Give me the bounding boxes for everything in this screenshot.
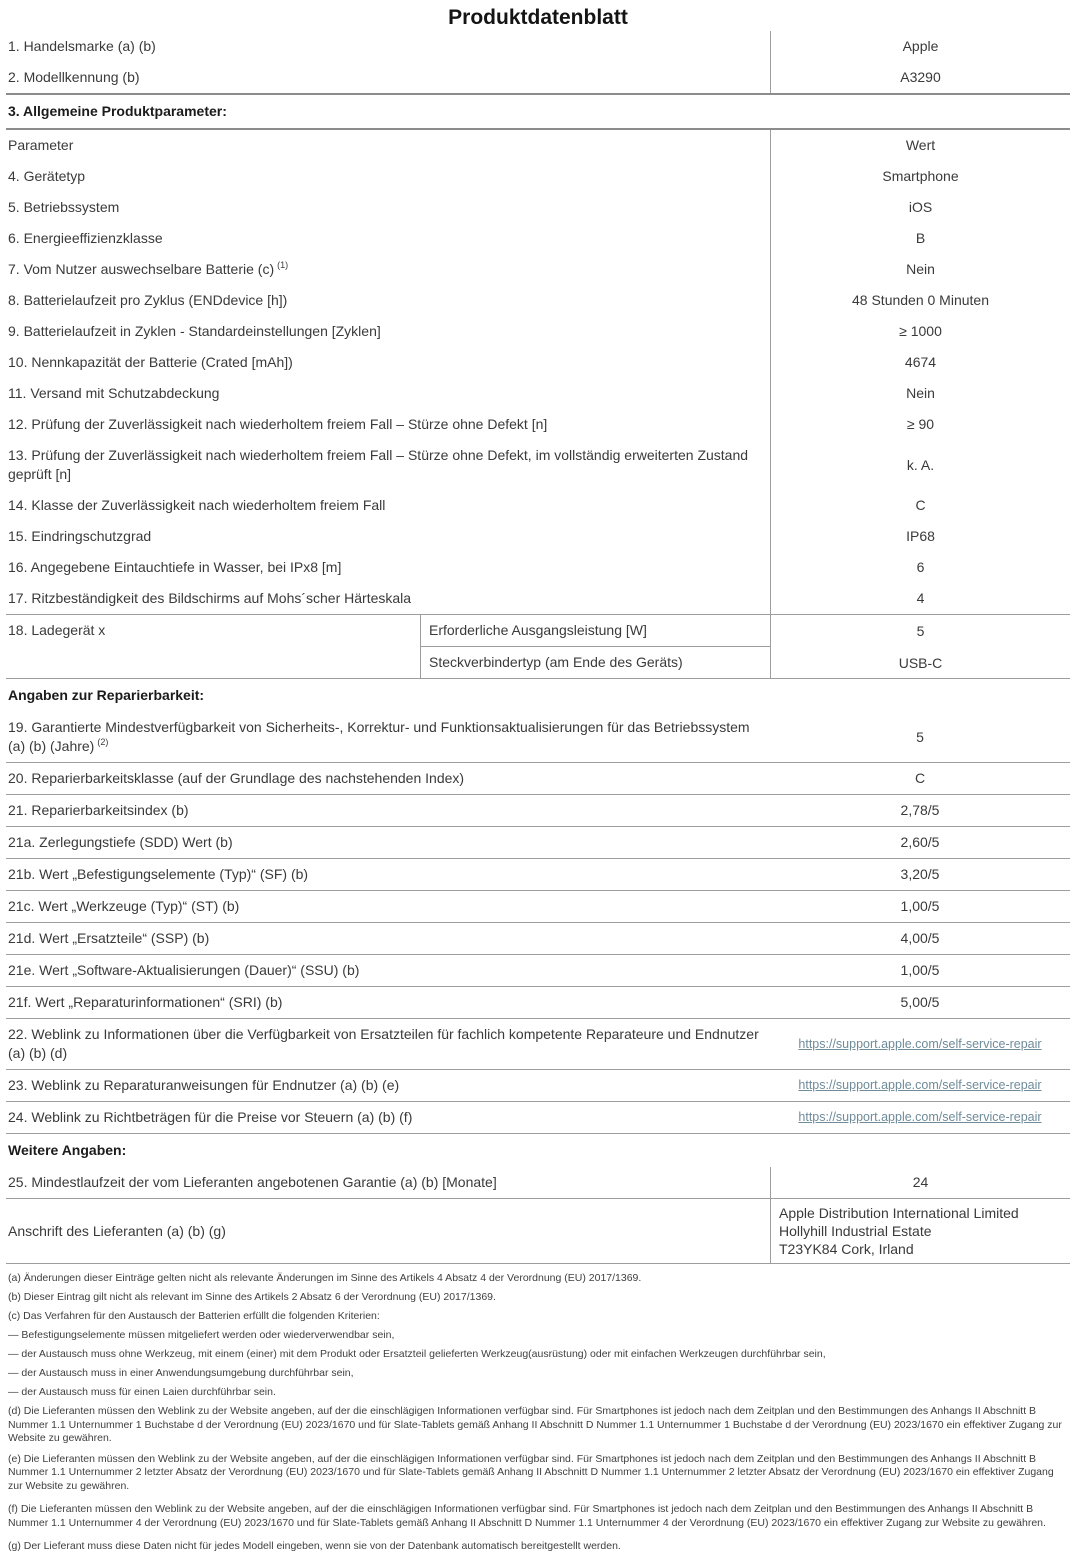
charger-row (6, 614, 1070, 679)
charger-sub-value: 5 (770, 615, 1070, 647)
table-row: 11. Versand mit Schutzabdeckung Nein (6, 378, 1070, 409)
table-row: 21f. Wert „Reparaturinformationen“ (SRI) (b) 5,00/5 (6, 987, 1070, 1019)
table-row-model (6, 62, 1070, 93)
table-row: 21e. Wert „Software-Aktualisierungen (Dauer)“ (SSU) (b) 1,00/5 (6, 955, 1070, 987)
footnote-f: (f) Die Lieferanten müssen den Weblink zu der Website angeben, auf der die einschlägigen Informationen verfügbar sind. Für Smartphones ist jedoch nach dem Zeitplan und den Bestimmungen des Anhangs II Abschnitt B Nummer 1.1 Unternummer 4 der Verordnung (EU) 2023/1670 und für Slate-Tablets gemäß Anhang II Abschnitt D Nummer 1.1 Unternummer 4 der Verordnung (EU) 2023/1670 ein effektiver Zugang zur Website zu gewähren. (8, 1503, 1046, 1529)
row-value: A3290 (770, 62, 1070, 93)
table-row: 20. Reparierbarkeitsklasse (auf der Grundlage des nachstehenden Index) C (6, 763, 1070, 795)
repairability-table (6, 712, 1070, 1134)
table-row: 6. Energieeffizienzklasse B (6, 223, 1070, 254)
footnote-c-item: — der Austausch muss ohne Werkzeug, mit einem (einer) mit dem Produkt oder Ersatzteil gelieferten Werkzeug(ausrüstung) oder mit einfachen Werkzeugen durchführbar sein, (8, 1348, 826, 1360)
page-title: Produktdatenblatt (448, 6, 628, 29)
row-label: 18. Ladegerät x (8, 622, 106, 638)
repair-instructions-link[interactable]: https://support.apple.com/self-service-repair (798, 1078, 1042, 1092)
table-row-brand (6, 31, 1070, 62)
charger-sub-label: Steckverbindertyp (am Ende des Geräts) (420, 647, 770, 678)
row-label: 1. Handelsmarke (a) (b) (8, 38, 156, 54)
table-row: 21c. Wert „Werkzeuge (Typ)“ (ST) (b) 1,00/5 (6, 891, 1070, 923)
footnotes (6, 1264, 1070, 1554)
column-header-value: Wert (770, 130, 1070, 161)
footnote-d: (d) Die Lieferanten müssen den Weblink zu der Website angeben, auf der die einschlägigen Informationen verfügbar sind. Für Smartphones ist jedoch nach dem Zeitplan und den Bestimmungen des Anhangs II Abschnitt B Nummer 1.1 Unternummer 1 Buchstabe d der Verordnung (EU) 2023/1670 und für Slate-Tablets gemäß Anhang II Abschnitt D Nummer 1.1 Unternummer 1 Buchstabe d der Verordnung (EU) 2023/1670 ein effektiver Zugang zur Website zu gewähren. (8, 1405, 1062, 1444)
identification-table (6, 31, 1070, 93)
column-header-row (6, 130, 1070, 161)
table-row: 14. Klasse der Zuverlässigkeit nach wiederholtem freiem Fall C (6, 490, 1070, 521)
charger-sub-value: USB-C (770, 647, 1070, 678)
table-row: 17. Ritzbeständigkeit des Bildschirms auf Mohs´scher Härteskala 4 (6, 583, 1070, 614)
table-row: 16. Angegebene Eintauchtiefe in Wasser, bei IPx8 [m] 6 (6, 552, 1070, 583)
table-row: 21b. Wert „Befestigungselemente (Typ)“ (SF) (b) 3,20/5 (6, 859, 1070, 891)
table-row-weblink: 23. Weblink zu Reparaturanweisungen für Endnutzer (a) (b) (e) https://support.apple.com/self-service-repair (6, 1070, 1070, 1102)
table-row: 12. Prüfung der Zuverlässigkeit nach wiederholtem freiem Fall – Stürze ohne Defekt [n] ≥ 90 (6, 409, 1070, 440)
footnote-c: (c) Das Verfahren für den Austausch der Batterien erfüllt die folgenden Kriterien: (8, 1310, 380, 1322)
footnote-b: (b) Dieser Eintrag gilt nicht als relevant im Sinne des Artikels 2 Absatz 6 der Verordnung (EU) 2017/1369. (8, 1291, 496, 1303)
footnote-ref-1: (1) (277, 260, 289, 271)
row-label: 2. Modellkennung (b) (8, 69, 140, 85)
supplier-address: Apple Distribution International Limited Hollyhill Industrial Estate T23YK84 Cork, Irland (770, 1199, 1070, 1263)
table-row: 10. Nennkapazität der Batterie (Crated [mAh]) 4674 (6, 347, 1070, 378)
table-row: 5. Betriebssystem iOS (6, 192, 1070, 223)
row-value: Apple (770, 31, 1070, 62)
price-guide-link[interactable]: https://support.apple.com/self-service-repair (798, 1110, 1042, 1124)
table-row-updates: 19. Garantierte Mindestverfügbarkeit von Sicherheits-, Korrektur- und Funktionsaktualisierungen für das Betriebssystem (a) (b) (Jahre) $^{(2)}$ 5 (6, 712, 1070, 763)
footnote-a: (a) Änderungen dieser Einträge gelten nicht als relevante Änderungen im Sinne des Artikels 4 Absatz 4 der Verordnung (EU) 2017/1369. (8, 1272, 642, 1284)
footnote-c-item: — der Austausch muss für einen Laien durchführbar sein. (8, 1386, 276, 1398)
table-row: 7. Vom Nutzer auswechselbare Batterie (c) $^{(1)}$ Nein (6, 254, 1070, 285)
supplier-row: Anschrift des Lieferanten (a) (b) (g) Apple Distribution International Limited Hollyhill Industrial Estate T23YK84 Cork, Irland (6, 1199, 1070, 1264)
spare-parts-link[interactable]: https://support.apple.com/self-service-repair (798, 1036, 1042, 1051)
table-row: 21. Reparierbarkeitsindex (b) 2,78/5 (6, 795, 1070, 827)
footnote-ref-2: (2) (97, 737, 109, 748)
table-row: 21a. Zerlegungstiefe (SDD) Wert (b) 2,60/5 (6, 827, 1070, 859)
footnote-c-item: — Befestigungselemente müssen mitgeliefert werden oder wiederverwendbar sein, (8, 1329, 395, 1341)
table-row: 9. Batterielaufzeit in Zyklen - Standardeinstellungen [Zyklen] ≥ 1000 (6, 316, 1070, 347)
table-row-weblink: 24. Weblink zu Richtbeträgen für die Preise vor Steuern (a) (b) (f) https://support.apple.com/self-service-repair (6, 1102, 1070, 1134)
table-row: 15. Eindringschutzgrad IP68 (6, 521, 1070, 552)
footnote-g: (g) Der Lieferant muss diese Daten nicht für jedes Modell eingeben, wenn sie von der Datenbank automatisch bereitgestellt werden. (8, 1540, 621, 1552)
section-heading-additional: Weitere Angaben: (8, 1142, 127, 1158)
section-heading-repairability: Angaben zur Reparierbarkeit: (8, 687, 205, 703)
table-row: 13. Prüfung der Zuverlässigkeit nach wiederholtem freiem Fall – Stürze ohne Defekt, im vollständig erweiterten Zustand geprüft [n] k. A. (6, 440, 1070, 490)
table-row: 4. Gerätetyp Smartphone (6, 161, 1070, 192)
footnote-c-item: — der Austausch muss in einer Anwendungsumgebung durchführbar sein, (8, 1367, 354, 1379)
additional-table (6, 1167, 1070, 1264)
footnote-e: (e) Die Lieferanten müssen den Weblink zu der Website angeben, auf der die einschlägigen Informationen verfügbar sind. Für Smartphones ist jedoch nach dem Zeitplan und den Bestimmungen des Anhangs II Abschnitt B Nummer 1.1 Unternummer 2 letzter Absatz der Verordnung (EU) 2023/1670 und für Slate-Tablets gemäß Anhang II Abschnitt D Nummer 1.1 Unternummer 2 letzter Absatz der Verordnung (EU) 2023/1670 ein effektiver Zugang zur Website zu gewähren. (8, 1452, 1054, 1492)
warranty-row: 25. Mindestlaufzeit der vom Lieferanten angebotenen Garantie (a) (b) [Monate] 24 (6, 1167, 1070, 1199)
table-row-weblink: 22. Weblink zu Informationen über die Verfügbarkeit von Ersatzteilen für fachlich kompetente Reparateure und Endnutzer (a) (b) (d) https://support.apple.com/self-service-repair (6, 1019, 1070, 1070)
table-row: 21d. Wert „Ersatzteile“ (SSP) (b) 4,00/5 (6, 923, 1070, 955)
charger-sub-label: Erforderliche Ausgangsleistung [W] (420, 615, 770, 647)
table-row: 8. Batterielaufzeit pro Zyklus (ENDdevice [h]) 48 Stunden 0 Minuten (6, 285, 1070, 316)
section-heading-general: 3. Allgemeine Produktparameter: (8, 103, 227, 119)
general-parameters-table (6, 128, 1070, 679)
column-header-parameter: Parameter (8, 137, 74, 153)
